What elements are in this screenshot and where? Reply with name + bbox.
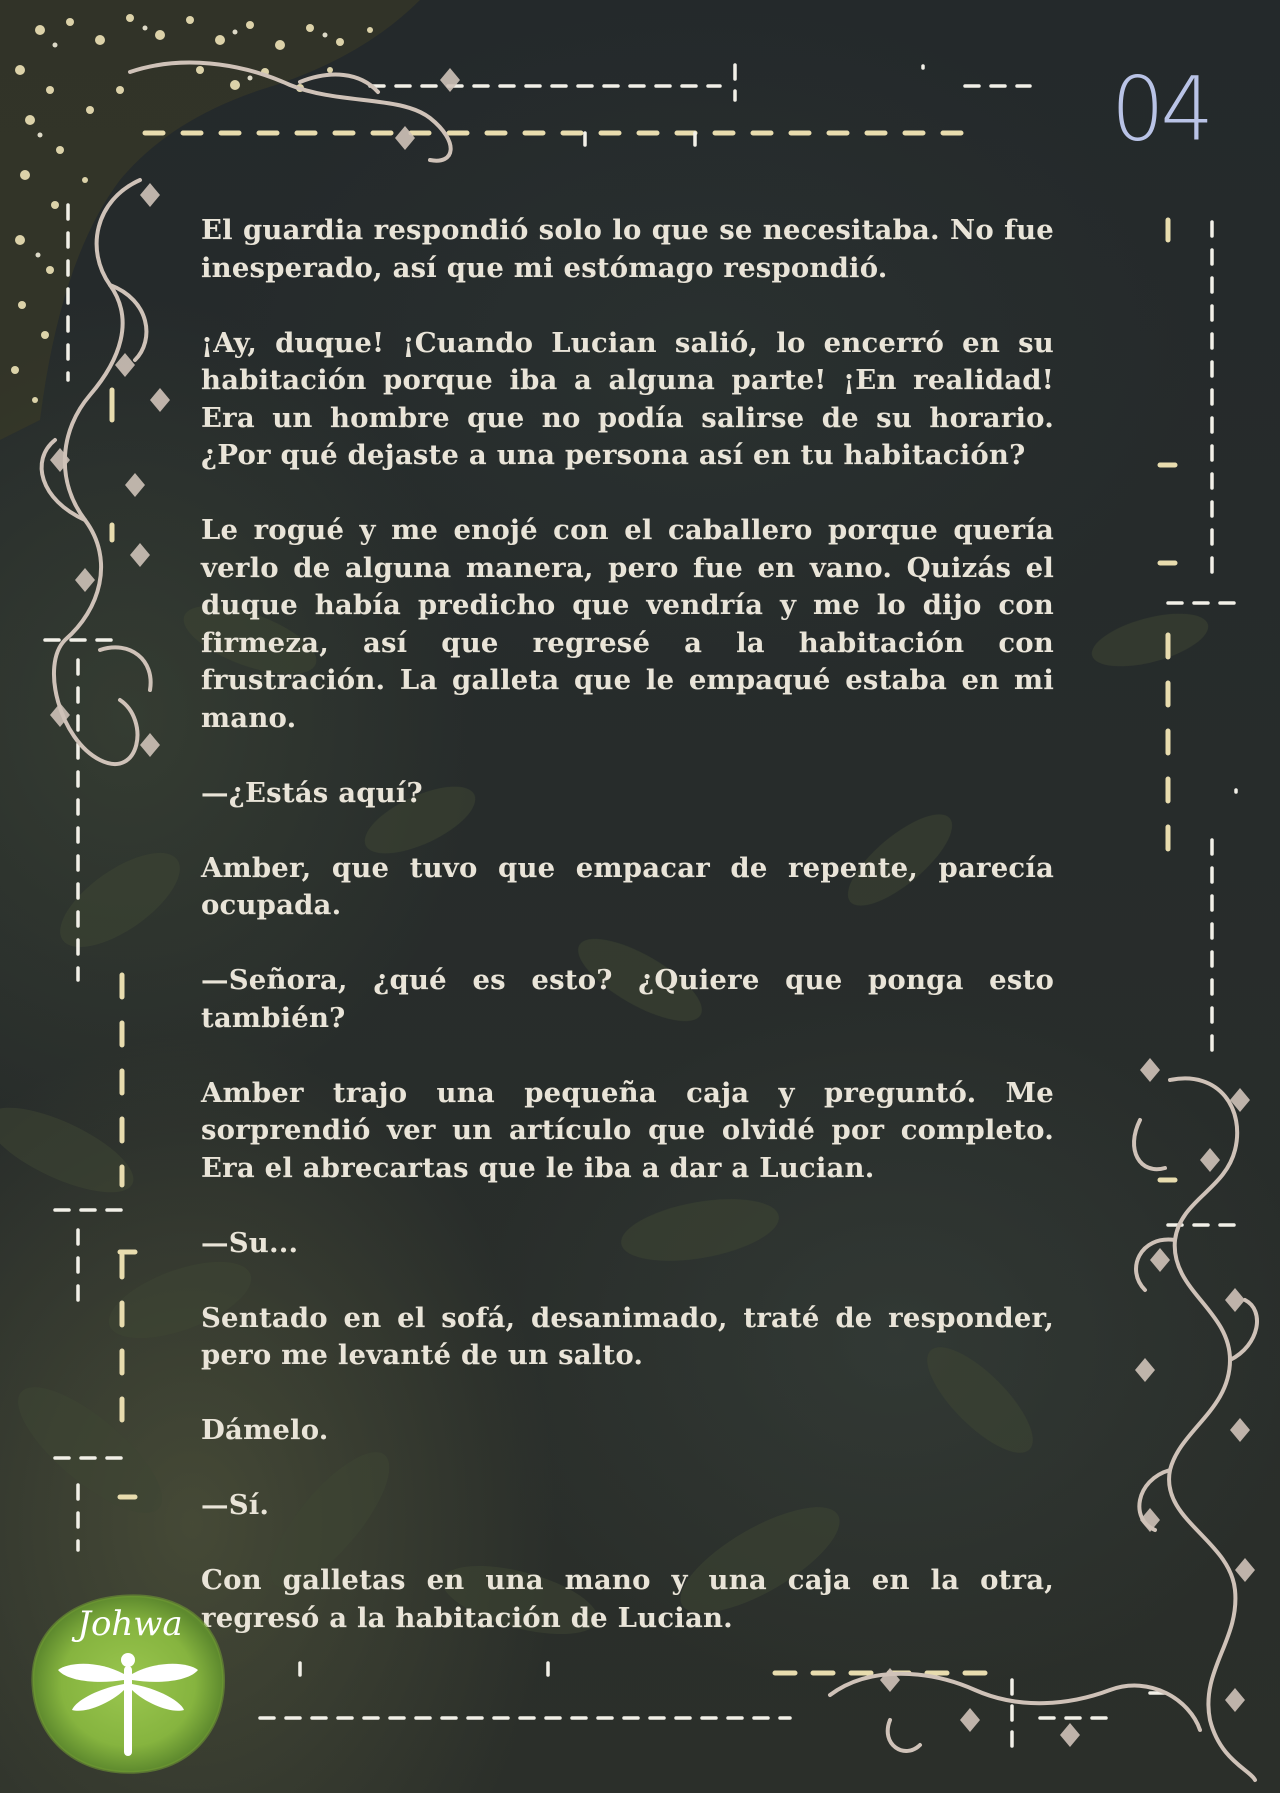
paragraph: ¡Ay, duque! ¡Cuando Lucian salió, lo encerró en su habitación porque iba a alguna parte! ¡En realidad! Era un hombre que no podía salirse de su horario. ¿Por qué dejaste a una persona así en tu habitación?	[201, 326, 1054, 471]
paragraph: —Señora, ¿qué es esto? ¿Quiere que ponga esto también?	[201, 964, 1054, 1034]
paragraph: Dámelo.	[201, 1414, 329, 1446]
paragraph: Con galletas en una mano y una caja en la otra, regresó a la habitación de Lucian.	[201, 1564, 1054, 1634]
johwa-logo	[28, 1590, 228, 1775]
logo-text: Johwa	[77, 1604, 183, 1644]
paragraph: —Su...	[201, 1226, 299, 1259]
paragraph: —Sí.	[201, 1489, 270, 1521]
paragraph: Sentado en el sofá, desanimado, traté de responder, pero me levanté de un salto.	[201, 1301, 1054, 1371]
story-text	[201, 212, 1054, 1675]
paragraph: —¿Estás aquí?	[201, 776, 423, 809]
paragraph: Amber trajo una pequeña caja y preguntó. Me sorprendió ver un artículo que olvidé por completo. Era el abrecartas que le iba a dar a Lucian.	[201, 1076, 1054, 1184]
page-number: 04	[1111, 57, 1210, 161]
paragraph: Amber, que tuvo que empacar de repente, parecía ocupada.	[201, 851, 1054, 921]
paragraph: El guardia respondió solo lo que se necesitaba. No fue inesperado, así que mi estómago respondió.	[201, 214, 1054, 284]
paragraph: Le rogué y me enojé con el caballero porque quería verlo de alguna manera, pero fue en vano. Quizás el duque había predicho que vendría y me lo dijo con firmeza, así que regresé a la habitación con frustración. La galleta que le empaqué estaba en mi mano.	[201, 514, 1054, 734]
